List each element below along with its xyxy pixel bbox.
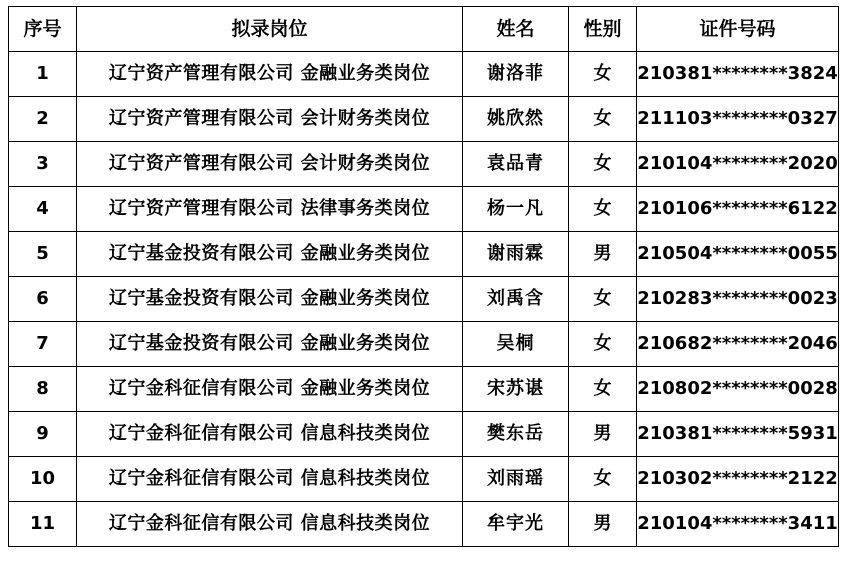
cell-name: 杨一凡 — [463, 187, 569, 232]
cell-gender: 女 — [569, 97, 637, 142]
cell-gender: 女 — [569, 52, 637, 97]
cell-id: 210682********2046 — [637, 322, 839, 367]
cell-name: 谢雨霖 — [463, 232, 569, 277]
cell-gender: 女 — [569, 322, 637, 367]
cell-index: 1 — [9, 52, 77, 97]
cell-index: 8 — [9, 367, 77, 412]
table-row — [9, 97, 839, 142]
cell-post: 辽宁金科征信有限公司 信息科技类岗位 — [77, 457, 463, 502]
cell-name: 谢洛菲 — [463, 52, 569, 97]
cell-id: 210104********3411 — [637, 502, 839, 547]
table-row — [9, 502, 839, 547]
cell-post: 辽宁金科征信有限公司 金融业务类岗位 — [77, 367, 463, 412]
cell-id: 210104********2020 — [637, 142, 839, 187]
cell-post: 辽宁资产管理有限公司 会计财务类岗位 — [77, 97, 463, 142]
table-row — [9, 52, 839, 97]
cell-id: 210283********0023 — [637, 277, 839, 322]
table-row — [9, 142, 839, 187]
table-row — [9, 187, 839, 232]
table-header — [9, 7, 839, 52]
cell-name: 刘雨瑶 — [463, 457, 569, 502]
table-row — [9, 457, 839, 502]
cell-post: 辽宁金科征信有限公司 信息科技类岗位 — [77, 412, 463, 457]
cell-id: 210802********0028 — [637, 367, 839, 412]
header-row — [9, 7, 839, 52]
cell-post: 辽宁基金投资有限公司 金融业务类岗位 — [77, 232, 463, 277]
cell-gender: 女 — [569, 367, 637, 412]
cell-index: 6 — [9, 277, 77, 322]
cell-gender: 男 — [569, 502, 637, 547]
cell-index: 2 — [9, 97, 77, 142]
cell-id: 210381********3824 — [637, 52, 839, 97]
cell-gender: 女 — [569, 457, 637, 502]
cell-index: 10 — [9, 457, 77, 502]
column-header-id: 证件号码 — [637, 7, 839, 52]
cell-name: 宋苏谌 — [463, 367, 569, 412]
cell-post: 辽宁基金投资有限公司 金融业务类岗位 — [77, 277, 463, 322]
cell-name: 牟宇光 — [463, 502, 569, 547]
table-row — [9, 277, 839, 322]
cell-index: 9 — [9, 412, 77, 457]
cell-index: 5 — [9, 232, 77, 277]
cell-post: 辽宁金科征信有限公司 信息科技类岗位 — [77, 502, 463, 547]
cell-gender: 女 — [569, 187, 637, 232]
cell-gender: 男 — [569, 232, 637, 277]
cell-name: 袁品青 — [463, 142, 569, 187]
table-row — [9, 322, 839, 367]
cell-name: 樊东岳 — [463, 412, 569, 457]
table-row — [9, 412, 839, 457]
cell-post: 辽宁基金投资有限公司 金融业务类岗位 — [77, 322, 463, 367]
table-body — [9, 52, 839, 547]
cell-index: 7 — [9, 322, 77, 367]
cell-id: 210302********2122 — [637, 457, 839, 502]
cell-id: 210504********0055 — [637, 232, 839, 277]
cell-gender: 男 — [569, 412, 637, 457]
cell-post: 辽宁资产管理有限公司 金融业务类岗位 — [77, 52, 463, 97]
cell-index: 4 — [9, 187, 77, 232]
cell-gender: 女 — [569, 277, 637, 322]
column-header-index: 序号 — [9, 7, 77, 52]
table-row — [9, 367, 839, 412]
cell-gender: 女 — [569, 142, 637, 187]
cell-name: 刘禹含 — [463, 277, 569, 322]
cell-name: 吴桐 — [463, 322, 569, 367]
cell-post: 辽宁资产管理有限公司 法律事务类岗位 — [77, 187, 463, 232]
cell-post: 辽宁资产管理有限公司 会计财务类岗位 — [77, 142, 463, 187]
cell-id: 211103********0327 — [637, 97, 839, 142]
column-header-post: 拟录岗位 — [77, 7, 463, 52]
cell-id: 210106********6122 — [637, 187, 839, 232]
cell-index: 3 — [9, 142, 77, 187]
table-row — [9, 232, 839, 277]
column-header-gender: 性别 — [569, 7, 637, 52]
candidate-roster-table — [8, 6, 839, 547]
cell-index: 11 — [9, 502, 77, 547]
cell-id: 210381********5931 — [637, 412, 839, 457]
column-header-name: 姓名 — [463, 7, 569, 52]
cell-name: 姚欣然 — [463, 97, 569, 142]
